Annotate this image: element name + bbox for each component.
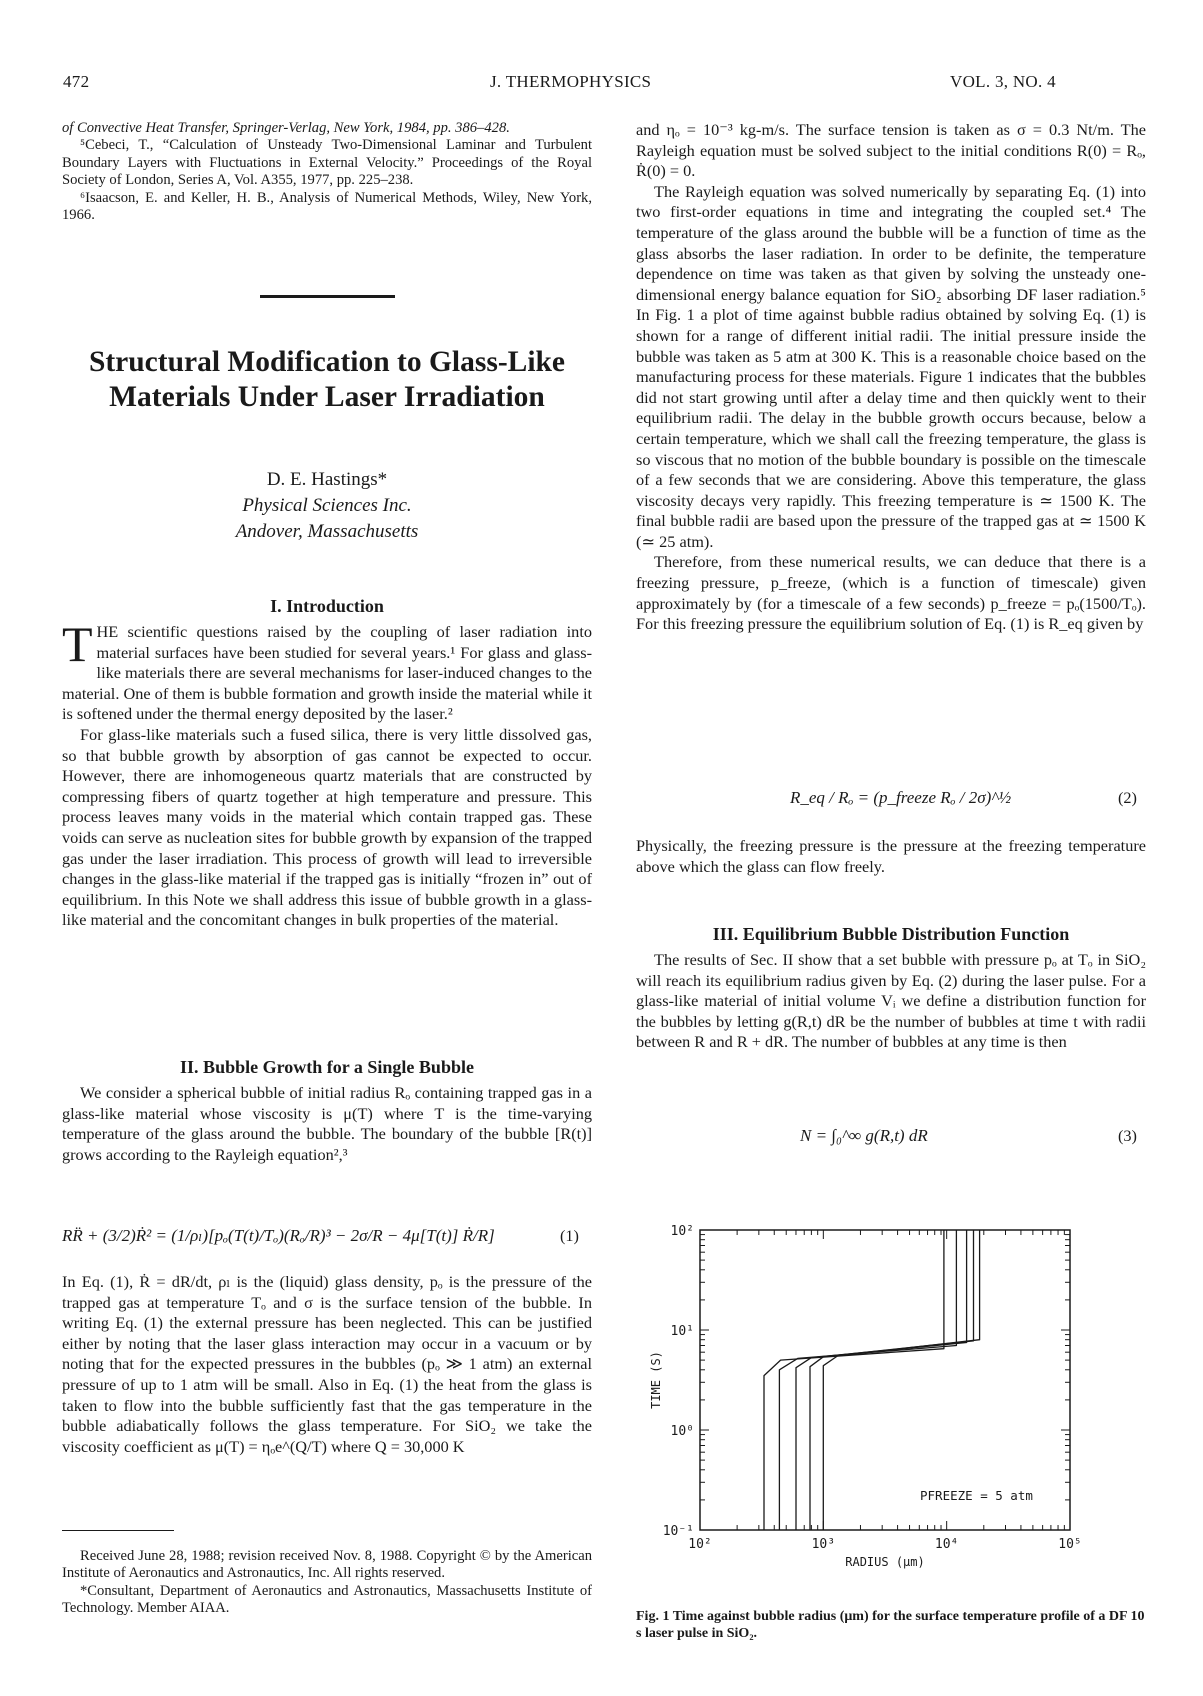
y-tick-label: 10² — [670, 1224, 694, 1239]
equation-2-number: (2) — [1118, 788, 1137, 807]
series-line-2 — [779, 1230, 956, 1530]
footnotes — [62, 1548, 592, 1618]
title-line-2: Materials Under Laser Irradiation — [109, 381, 545, 413]
section-heading-bubble-growth: II. Bubble Growth for a Single Bubble — [180, 1057, 474, 1077]
bubble-paragraph-2: In Eq. (1), Ṙ = dR/dt, ρₗ is the (liquid) glass density, pₒ is the pressure of the trapped gas at temperature Tₒ and σ is the surface tension of the bubble. In writing Eq. (1) the external pressure has been neglected. This can be justified either by noting that the laser glass interaction may occur in a vacuum or by noting that for the expected pressures in the bubbles (pₒ ≫ 1 atm) an external pressure of up to 1 atm will be small. Also in Eq. (1) the heat from the glass is taken to flow into the bubble sufficiently fast that the gas temperature in the bubble adiabatically follows the glass temperature. For SiO₂ we take the viscosity coefficient as μ(T) = ηₒe^(Q/T) where Q = 30,000 K — [62, 1272, 592, 1456]
distribution-text — [636, 950, 1146, 1053]
intro-paragraph-1: HE scientific questions raised by the coupling of laser radiation into material surfaces have been studied for several years.¹ For glass and glass-like materials there are several mechanisms for laser-induced changes to the material. One of them is bubble formation and growth inside the material while it is softened under the thermal energy deposited by the laser.² — [62, 622, 592, 724]
right-paragraph-3: Therefore, from these numerical results, we can deduce that there is a freezing pressure, p_freeze, (which is a function of timescale) given approximately by (for a timescale of a few seconds) p_freeze = pₒ(1500/Tₒ). For this freezing pressure the equilibrium solution of Eq. (1) is R_eq given by — [636, 552, 1146, 634]
consultant-note: *Consultant, Department of Aeronautics and Astronautics, Massachusetts Institute of Technology. Member AIAA. — [62, 1582, 592, 1617]
right-column-text-2 — [636, 836, 1146, 877]
figure-1-caption: Fig. 1 Time against bubble radius (μm) for the surface temperature profile of a DF 10 s laser pulse in SiO₂. — [636, 1609, 1145, 1641]
series-line-1 — [764, 1230, 944, 1530]
series-line-4 — [810, 1230, 974, 1530]
section-heading-introduction: I. Introduction — [270, 596, 384, 616]
series-line-3 — [796, 1230, 967, 1530]
bubble-paragraph-1: We consider a spherical bubble of initial radius Rₒ containing trapped gas in a glass-like material whose viscosity is μ(T) where T is the time-varying temperature of the glass around the bubble. The boundary of the bubble [R(t)] grows according to the Rayleigh equation²,³ — [62, 1083, 592, 1164]
introduction-text — [62, 616, 592, 931]
x-axis-label: RADIUS (μm) — [845, 1555, 925, 1569]
y-tick-label: 10⁻¹ — [662, 1524, 694, 1539]
x-tick-label: 10² — [688, 1537, 712, 1552]
references — [62, 120, 592, 224]
section-heading-distribution: III. Equilibrium Bubble Distribution Function — [712, 924, 1070, 944]
intro-paragraph-2: For glass-like materials such a fused silica, there is very little dissolved gas, so that bubble growth by absorption of gas cannot be expected to occur. However, there are inhomogeneous quartz materials that are constructed by compressing fibers of quartz together at high temperature and pressure. This process leaves many voids in the material which contain trapped gas. These voids can serve as nucleation sites for bubble growth by expansion of the trapped gas under the laser irradiation. This process of growth will lead to irreversible changes in the glass-like material if the trapped gas is initially “frozen in” out of equilibrium. In this Note we shall address this issue of bubble growth in a glass-like material and the concomitant changes in bulk properties of the material. — [62, 724, 592, 930]
drop-cap: T — [62, 616, 93, 672]
section-divider — [260, 295, 395, 298]
bubble-growth-text-2 — [62, 1272, 592, 1457]
right-paragraph-5: The results of Sec. II show that a set bubble with pressure pₒ at Tₒ in SiO₂ will reach its equilibrium radius given by Eq. (2) during the laser pulse. For a glass-like material of initial volume Vᵢ we define a distribution function for the bubbles by letting g(R,t) dR be the number of bubbles at time t with radii between R and R + dR. The number of bubbles at any time is then — [636, 950, 1146, 1052]
y-axis-label: TIME (S) — [649, 1351, 663, 1409]
pfreeze-annotation: PFREEZE = 5 atm — [920, 1488, 1033, 1503]
y-tick-label: 10¹ — [670, 1324, 694, 1339]
footnote-rule — [62, 1530, 174, 1531]
bubble-growth-text — [62, 1083, 592, 1165]
figure-1-chart — [640, 1210, 1120, 1600]
right-paragraph-1: and ηₒ = 10⁻³ kg-m/s. The surface tension is taken as σ = 0.3 Nt/m. The Rayleigh equation must be solved subject to the initial conditions R(0) = Rₒ, Ṙ(0) = 0. — [636, 120, 1146, 181]
plot-frame — [700, 1230, 1070, 1530]
y-tick-label: 10⁰ — [670, 1424, 694, 1439]
x-tick-label: 10⁴ — [934, 1537, 959, 1552]
author-block — [62, 467, 592, 545]
equation-3: N = ∫₀^∞ g(R,t) dR — [800, 1126, 928, 1145]
reference-6: ⁶Isaacson, E. and Keller, H. B., Analysis of Numerical Methods, Wiley, New York, 1966. — [62, 189, 592, 224]
author-affiliation: Physical Sciences Inc. — [242, 495, 412, 516]
equation-3-number: (3) — [1118, 1126, 1137, 1145]
x-tick-label: 10⁵ — [1058, 1537, 1082, 1552]
x-tick-label: 10³ — [811, 1537, 836, 1552]
author-name: D. E. Hastings* — [266, 469, 388, 490]
article-title — [62, 345, 592, 415]
reference-5: ⁵Cebeci, T., “Calculation of Unsteady Two-Dimensional Laminar and Turbulent Boundary Layers with Fluctuations in External Velocity.” Proceedings of the Royal Society of London, Series A, Vol. A355, 1977, pp. 225–238. — [62, 137, 592, 189]
author-location: Andover, Massachusetts — [235, 521, 419, 542]
right-paragraph-2: The Rayleigh equation was solved numerically by separating Eq. (1) into two first-order equations in time and integrating the coupled set.⁴ The temperature of the glass around the bubble will be a function of time as the glass absorbs the laser radiation. In order to be definite, the temperature dependence on time was taken as that given by solving the unsteady one-dimensional energy balance equation for SiO₂ absorbing DF laser radiation.⁵ In Fig. 1 a plot of time against bubble radius obtained by solving Eq. (1) is shown for a range of different initial radii. The initial pressure inside the bubble was taken as 5 atm at 300 K. This is a reasonable choice based on the manufacturing process for these materials. Figure 1 indicates that the bubbles did not start growing until after a delay time and then quickly went to their equilibrium radii. The delay in the bubble growth occurs because, below a certain temperature, which we shall call the freezing temperature, the glass is so viscous that no motion of the bubble boundary is possible on the timescale of a few seconds that we are considering. Above this temperature, the glass viscosity decays very rapidly. This freezing temperature is ≃ 1500 K. The final bubble radii are based upon the pressure of the trapped gas at ≃ 1500 K (≃ 25 atm). — [636, 181, 1146, 551]
equation-1: RR̈ + (3/2)Ṙ² = (1/ρₗ)[pₒ(T(t)/Tₒ)(Rₒ/R)³ − 2σ/R − 4μ[T(t)] Ṙ/R] — [62, 1226, 495, 1245]
equation-2: R_eq / Rₒ = (p_freeze Rₒ / 2σ)^½ — [790, 788, 1012, 807]
right-column-text — [636, 120, 1146, 635]
received-note: Received June 28, 1988; revision received Nov. 8, 1988. Copyright © by the American Institute of Aeronautics and Astronautics, Inc. All rights reserved. — [62, 1548, 592, 1582]
journal-name: J. THERMOPHYSICS — [490, 72, 652, 91]
right-paragraph-4: Physically, the freezing pressure is the pressure at the freezing temperature above which the glass can flow freely. — [636, 836, 1146, 876]
title-line-1: Structural Modification to Glass-Like — [88, 346, 566, 378]
reference-4-tail: of Convective Heat Transfer, Springer-Verlag, New York, 1984, pp. 386–428. — [62, 120, 510, 136]
page-number: 472 — [63, 72, 90, 91]
volume-issue: VOL. 3, NO. 4 — [950, 72, 1056, 91]
equation-1-number: (1) — [560, 1226, 579, 1245]
